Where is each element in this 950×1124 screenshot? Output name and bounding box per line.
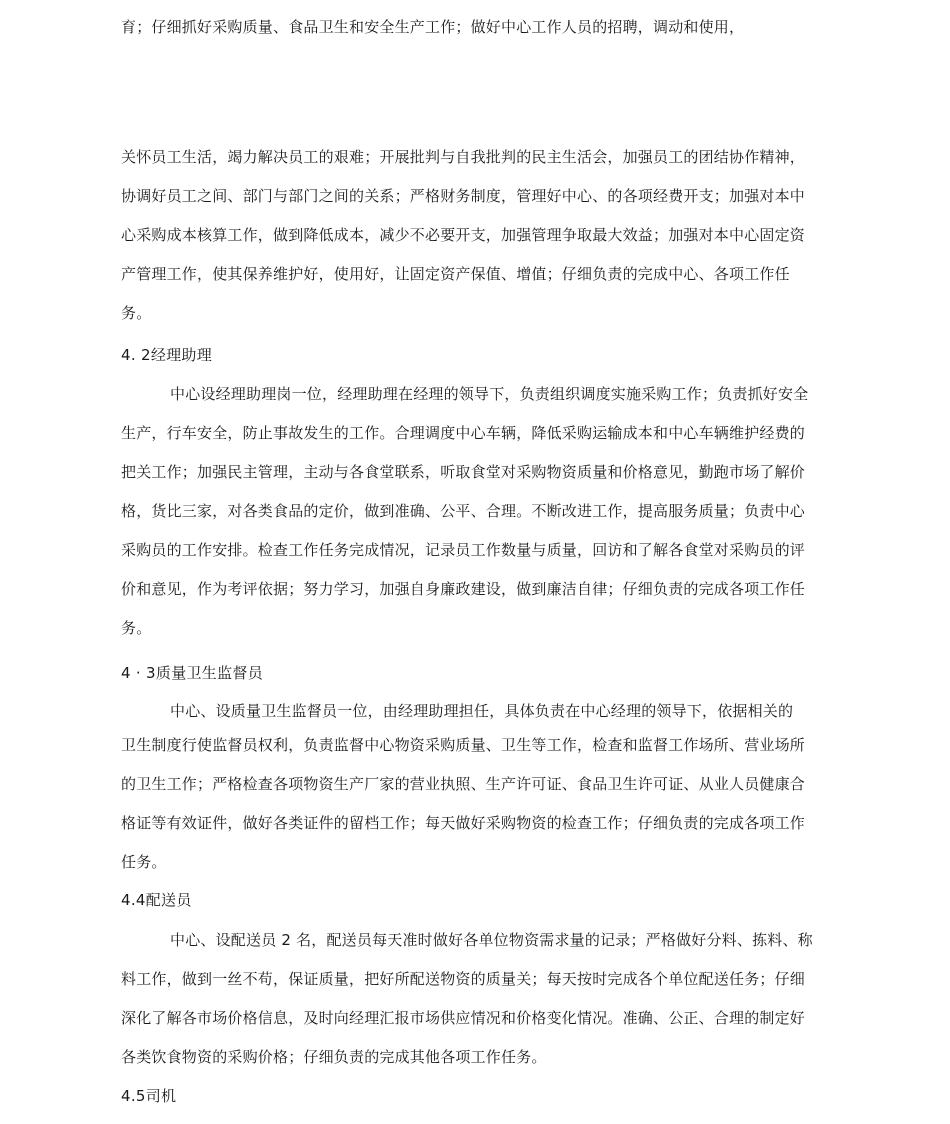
text-line: 深化了解各市场价格信息，及时向经理汇报市场供应情况和价格变化情况。准确、公正、合理的制定好 — [121, 1009, 806, 1027]
text-line: 把关工作；加强民主管理，主动与各食堂联系，听取食堂对采购物资质量和价格意见，勤跑市场了解价 — [121, 463, 806, 481]
text-line: 任务。 — [121, 853, 167, 871]
text-line: 价和意见，作为考评依据；努力学习，加强自身廉政建设，做到廉洁自律；仔细负责的完成各项工作任 — [121, 580, 806, 598]
section-heading-4-2: 4. 2经理助理 — [121, 346, 213, 364]
text-line: 协调好员工之间、部门与部门之间的关系；严格财务制度，管理好中心、的各项经费开支；加强对本中 — [121, 187, 806, 205]
text-line: 关怀员工生活，竭力解决员工的艰难；开展批判与自我批判的民主生活会，加强员工的团结协作精神， — [121, 148, 806, 166]
text-line: 中心、设质量卫生监督员一位，由经理助理担任，具体负责在中心经理的领导下，依据相关的 — [170, 702, 794, 720]
text-line: 格，货比三家，对各类食品的定价，做到准确、公平、合理。不断改进工作，提高服务质量；负责中心 — [121, 502, 806, 520]
text-line: 中心、设配送员 2 名，配送员每天准时做好各单位物资需求量的记录；严格做好分料、拣料、称 — [170, 931, 813, 949]
text-line: 务。 — [121, 619, 152, 637]
text-line: 各类饮食物资的采购价格；仔细负责的完成其他各项工作任务。 — [121, 1048, 547, 1066]
text-line: 卫生制度行使监督员权利，负责监督中心物资采购质量、卫生等工作，检查和监督工作场所、营业场所 — [121, 736, 806, 754]
text-line-top-fragment: 育；仔细抓好采购质量、食品卫生和安全生产工作；做好中心工作人员的招聘，调动和使用， — [121, 18, 745, 36]
text-line: 料工作，做到一丝不苟，保证质量，把好所配送物资的质量关；每天按时完成各个单位配送任务；仔细 — [121, 970, 806, 988]
section-heading-4-3: 4 · 3质量卫生监督员 — [121, 664, 263, 682]
section-heading-4-5: 4.5司机 — [121, 1087, 177, 1105]
text-line: 心采购成本核算工作，做到降低成本，减少不必要开支，加强管理争取最大效益；加强对本中心固定资 — [121, 226, 806, 244]
text-line: 的卫生工作；严格检查各项物资生产厂家的营业执照、生产许可证、食品卫生许可证、从业人员健康合 — [121, 775, 806, 793]
text-line: 采购员的工作安排。检查工作任务完成情况，记录员工作数量与质量，回访和了解各食堂对采购员的评 — [121, 541, 806, 559]
text-line: 中心设经理助理岗一位，经理助理在经理的领导下，负责组织调度实施采购工作；负责抓好安全 — [170, 385, 809, 403]
text-line: 务。 — [121, 304, 152, 322]
section-heading-4-4: 4.4配送员 — [121, 891, 192, 909]
text-line: 格证等有效证件，做好各类证件的留档工作；每天做好采购物资的检查工作；仔细负责的完成各项工作 — [121, 814, 806, 832]
text-line: 生产，行车安全，防止事故发生的工作。合理调度中心车辆，降低采购运输成本和中心车辆维护经费的 — [121, 424, 806, 442]
text-line: 产管理工作，使其保养维护好，使用好，让固定资产保值、增值；仔细负责的完成中心、各项工作任 — [121, 265, 790, 283]
